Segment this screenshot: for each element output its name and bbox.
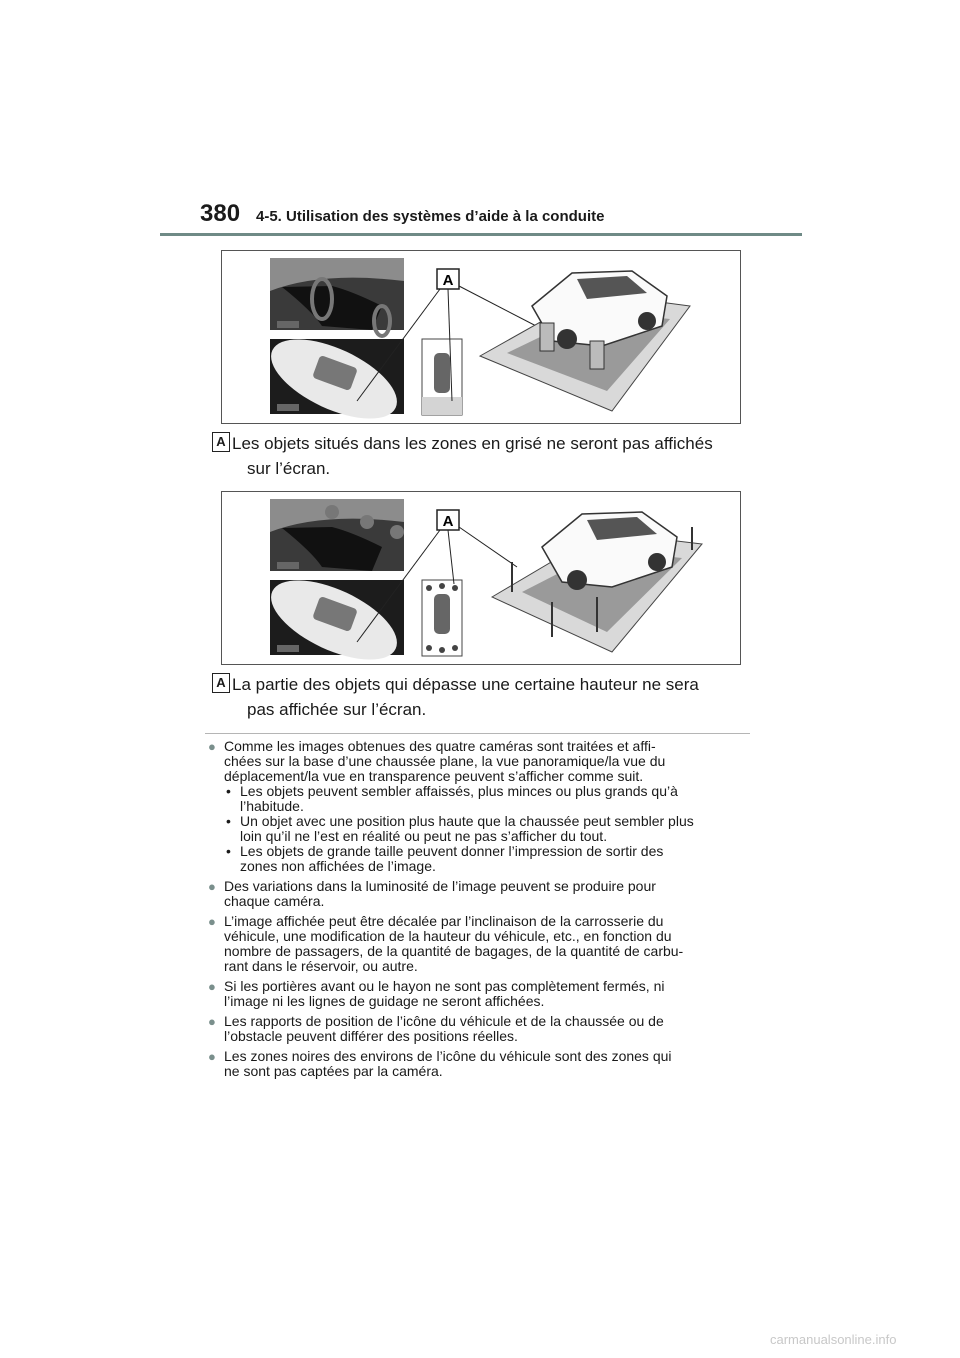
note-line: Les zones noires des environs de l’icône du véhicule sont des zones qui [224, 1048, 672, 1064]
camera-screen-top [270, 258, 404, 336]
caption-line: La partie des objets qui dépasse une certaine hauteur ne sera [232, 675, 699, 694]
vehicle-top-view [422, 339, 462, 415]
sub-line: loin qu’il ne l’est en réalité ou peut ne pas s’afficher du tout. [240, 828, 608, 844]
note-line: véhicule, une modification de la hauteur du véhicule, etc., en fonction du [224, 928, 672, 944]
caption-hidden-zones [232, 431, 752, 481]
vehicle-3d-scene [480, 271, 690, 411]
bullet-icon: ● [208, 1049, 216, 1064]
sub-bullet-icon: • [226, 783, 231, 799]
sub-item [224, 784, 753, 814]
figure-height-limit [221, 491, 741, 665]
page-number: 380 [200, 200, 241, 227]
note-line: l’obstacle peuvent différer des positions réelles. [224, 1028, 518, 1044]
watermark: carmanualsonline.info [770, 1332, 897, 1347]
sub-line: l’habitude. [240, 798, 304, 814]
note-line: chées sur la base d’une chaussée plane, la vue panoramique/la vue du [224, 753, 666, 769]
sub-line: Un objet avec une position plus haute que la chaussée peut sembler plus [240, 813, 694, 829]
sub-item [224, 814, 753, 844]
note-line: Des variations dans la luminosité de l’image peuvent se produire pour [224, 878, 656, 894]
sub-line: Les objets peuvent sembler affaissés, plus minces ou plus grands qu’à [240, 783, 678, 799]
sub-bullet-icon: • [226, 843, 231, 859]
bullet-icon: ● [208, 1014, 216, 1029]
bullet-icon: ● [208, 914, 216, 929]
sub-line: zones non affichées de l’image. [240, 858, 436, 874]
vehicle-3d-scene [492, 512, 702, 652]
header-divider [160, 233, 802, 236]
bullet-icon: ● [208, 739, 216, 754]
camera-screen-bottom [260, 564, 409, 664]
svg-text:A: A [442, 513, 454, 530]
note-item [208, 879, 753, 909]
note-line: Les rapports de position de l’icône du véhicule et de la chaussée ou de [224, 1013, 664, 1029]
svg-text:A: A [442, 272, 454, 289]
note-item [208, 979, 753, 1009]
note-item [208, 914, 753, 974]
bullet-icon: ● [208, 879, 216, 894]
figure-hidden-zones [221, 250, 741, 424]
caption-line: pas affichée sur l’écran. [247, 700, 427, 719]
note-line: chaque caméra. [224, 893, 325, 909]
bullet-icon: ● [208, 979, 216, 994]
sub-bullet-icon: • [226, 813, 231, 829]
note-line: rant dans le réservoir, ou autre. [224, 958, 418, 974]
note-line: Comme les images obtenues des quatre caméras sont traitées et affi- [224, 738, 656, 754]
note-line: nombre de passagers, de la quantité de bagages, de la quantité de carbu- [224, 943, 684, 959]
camera-screen-bottom [260, 323, 409, 423]
caption-line: sur l’écran. [247, 459, 331, 478]
sub-line: Les objets de grande taille peuvent donner l’impression de sortir des [240, 843, 664, 859]
section-title: 4-5. Utilisation des systèmes d’aide à la conduite [256, 208, 605, 225]
sub-item [224, 844, 753, 874]
notes-list [208, 739, 753, 1084]
caption-line: Les objets situés dans les zones en grisé ne seront pas affichés [232, 434, 713, 453]
note-line: Si les portières avant ou le hayon ne sont pas complètement fermés, ni [224, 978, 665, 994]
caption-badge-a: A [212, 673, 230, 693]
note-line: l’image ni les lignes de guidage ne seront affichées. [224, 993, 545, 1009]
caption-height-limit [232, 672, 752, 722]
note-item [208, 1014, 753, 1044]
caption-badge-a: A [212, 432, 230, 452]
note-item [208, 1049, 753, 1079]
vehicle-top-view [422, 580, 462, 656]
note-item [208, 739, 753, 874]
note-line: ne sont pas captées par la caméra. [224, 1063, 443, 1079]
notes-divider [205, 733, 750, 734]
note-line: déplacement/la vue en transparence peuvent s’afficher comme suit. [224, 768, 644, 784]
note-line: L’image affichée peut être décalée par l’inclinaison de la carrosserie du [224, 913, 664, 929]
camera-screen-top [270, 499, 404, 571]
